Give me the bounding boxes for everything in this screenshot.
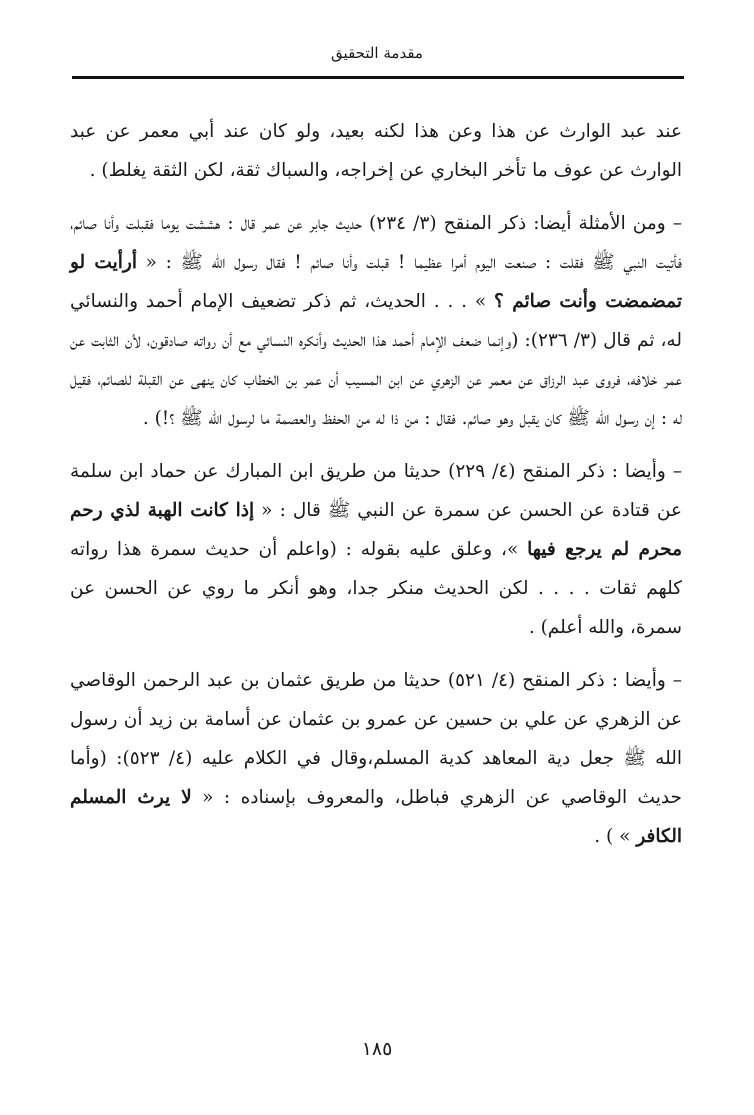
page-number: ١٨٥ bbox=[361, 1038, 393, 1060]
hadith-quote: لا يرث المسلم الكافر bbox=[70, 787, 682, 847]
paragraph-4 bbox=[70, 661, 682, 856]
paragraph-text: – ومن الأمثلة أيضا: ذكر المنقح (٣/ ٢٣٤) حديث جابر عن عمر قال : هششت يوما فقبلت وأنا صائم، فأتيت النبي ﷺ فقلت : صنعت اليوم أمرا عظيما ! قبلت وأنا صائم ! فقال رسول الله ﷺ : « bbox=[70, 213, 682, 273]
paragraph-1 bbox=[70, 112, 682, 190]
paragraph-text: » . . . الحديث، ثم ذكر تضعيف الإمام أحمد والنسائي له، ثم قال (٣/ ٢٣٦): (وإنما ضعف الإمام أحمد هذا الحديث وأنكره النسائي مع أن رواته صادقون، لأن الثابت عن عمر خلافه، فروى عبد الرزاق عن معمر عن الزهري عن ابن المسيب أن عمر بن الخطاب كان ينهى عن القبلة للصائم، فقيل له : إن رسول الله ﷺ كان يقبل وهو صائم. فقال : من ذا له من الحفظ والعصمة ما لرسول الله ﷺ ؟!) . bbox=[70, 291, 682, 429]
paragraph-text: »، وعلق عليه بقوله : (واعلم أن حديث سمرة هذا رواته كلهم ثقات . . . . لكن الحديث منكر جدا، وهو أنكر ما روي عن الحسن عن سمرة، والله أعلم) . bbox=[70, 539, 682, 638]
header-divider bbox=[72, 76, 684, 79]
paragraph-text: عند عبد الوارث عن هذا وعن هذا لكنه بعيد، ولو كان عند أبي معمر عن عبد الوارث عن عوف ما تأخر البخاري عن إخراجه، والسباك ثقة، لكن الثقة يغلط) . bbox=[70, 121, 682, 181]
paragraph-2 bbox=[70, 204, 682, 438]
hadith-quote: إذا كانت الهبة لذي رحم محرم لم يرجع فيها bbox=[70, 500, 682, 560]
paragraph-text: – وأيضا : ذكر المنقح (٤/ ٢٢٩) حديثا من طريق ابن المبارك عن حماد ابن سلمة عن قتادة عن الحسن عن سمرة عن النبي ﷺ قال : « bbox=[70, 461, 682, 521]
hadith-quote: أرأيت لو تمضمضت وأنت صائم ؟ bbox=[70, 252, 682, 312]
body-text bbox=[70, 112, 682, 870]
running-header-title: مقدمة التحقيق bbox=[331, 44, 423, 62]
paragraph-text: – وأيضا : ذكر المنقح (٤/ ٥٢١) حديثا من طريق عثمان بن عبد الرحمن الوقاصي عن الزهري عن علي بن حسين عن عمرو بن عثمان عن أسامة بن زيد أن رسول الله ﷺ جعل دية المعاهد كدية المسلم،وقال في الكلام عليه (٤/ ٥٢٣): (وأما حديث الوقاصي عن الزهري فباطل، والمعروف بإسناده : « bbox=[70, 670, 683, 808]
paragraph-3 bbox=[70, 452, 682, 647]
paragraph-text: » ) . bbox=[594, 826, 637, 847]
